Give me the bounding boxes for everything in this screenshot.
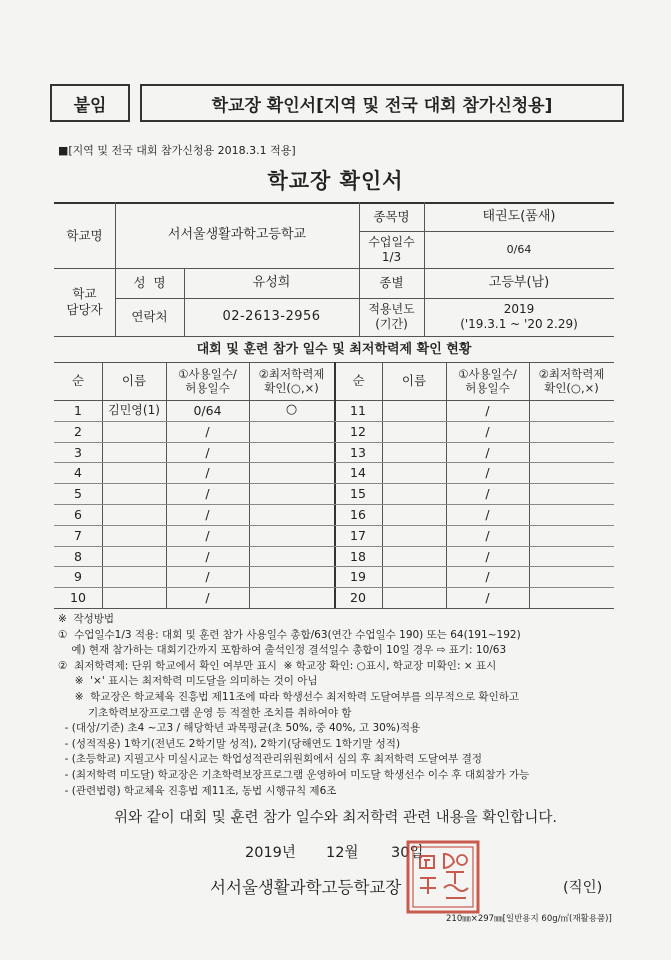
row-name (382, 462, 446, 483)
row-number: 7 (74, 527, 82, 543)
row-number: 1 (74, 402, 82, 418)
row-number: 4 (74, 464, 82, 480)
col-header-no: 순 (352, 373, 365, 389)
date-year: 2019년 (245, 845, 296, 861)
row-check (529, 566, 614, 587)
row-number: 6 (74, 506, 82, 522)
row-name (102, 566, 166, 587)
row-check (249, 504, 334, 525)
form-note: ■[지역 및 전국 대회 참가신청용 2018.3.1 적용] (58, 144, 296, 157)
row-name (382, 525, 446, 546)
row-name (382, 483, 446, 504)
days-label: 수업일수 1/3 (368, 234, 415, 264)
col-header-name: 이름 (401, 373, 427, 389)
row-number: 13 (350, 444, 366, 460)
row-check (529, 462, 614, 483)
row-days: / (205, 548, 210, 564)
row-name (102, 504, 166, 525)
row-name (382, 566, 446, 587)
instruction-line: - (최저학력 미도달) 학교장은 기초학력보장프로그램 운영하여 미도달 학생선수 이수 후 대회참가 가능 (58, 769, 530, 781)
row-check (529, 483, 614, 504)
document-title: 학교장 확인서 (267, 169, 404, 193)
row-days: / (485, 485, 490, 501)
row-days: / (485, 568, 490, 584)
event-label: 종목명 (373, 209, 410, 225)
confirm-statement: 위와 같이 대회 및 훈련 참가 일수와 최저학력 관련 내용을 확인합니다. (114, 810, 557, 826)
row-check (529, 546, 614, 567)
instruction-line: 기초학력보장프로그램 운영 등 적절한 조치를 취하여야 함 (58, 706, 352, 719)
status-title: 대회 및 훈련 참가 일수 및 최저학력제 확인 현황 (196, 341, 472, 357)
row-days: / (205, 568, 210, 584)
year-value: 2019 ('19.3.1 ~ '20 2.29) (460, 302, 578, 331)
row-days: / (485, 402, 490, 418)
row-number: 20 (350, 589, 366, 605)
row-check (249, 546, 334, 567)
category-label: 종별 (379, 275, 404, 291)
row-check (249, 462, 334, 483)
row-name (382, 421, 446, 442)
form-title-box: 학교장 확인서[지역 및 전국 대회 참가신청용] (140, 84, 624, 122)
row-days: / (205, 527, 210, 543)
instruction-line: - (성적적용) 1학기(전년도 2학기말 성적), 2학기(당해연도 1학기말 성적) (58, 737, 401, 750)
col-header-name: 이름 (121, 373, 147, 389)
row-number: 11 (350, 402, 366, 418)
col-header-days: ①사용일수/ 허용일수 (178, 366, 237, 395)
days-value: 0/64 (506, 242, 532, 256)
row-check (529, 421, 614, 442)
row-days: / (485, 527, 490, 543)
row-days: / (485, 423, 490, 439)
col-header-no: 순 (71, 373, 85, 389)
row-days: / (205, 423, 210, 439)
paper-spec: 210㎜×297㎜[일반용지 60g/㎡(재활용품)] (446, 914, 612, 924)
row-check (249, 525, 334, 546)
row-check (249, 483, 334, 504)
instruction-line: 예) 현재 참가하는 대회기간까지 포함하여 출석인정 결석일수 총합이 10일 경우 ⇨ 표기: 10/63 (58, 644, 507, 657)
school-label: 학교명 (66, 227, 103, 243)
principal-name: 서서울생활과학고등학교장 (210, 878, 402, 897)
row-name (382, 546, 446, 567)
school-value: 서서울생활과학고등학교 (167, 227, 307, 243)
row-name: 김민영(1) (108, 402, 160, 417)
row-check (249, 587, 334, 608)
row-name (102, 525, 166, 546)
row-name (102, 483, 166, 504)
category-value: 고등부(남) (488, 274, 550, 290)
row-number: 16 (350, 506, 366, 522)
row-name (382, 442, 446, 463)
row-days: 0/64 (193, 402, 222, 418)
row-name (102, 462, 166, 483)
row-check (529, 504, 614, 525)
row-number: 9 (74, 568, 82, 584)
instruction-line: - (관련법령) 학교체육 진흥법 제11조, 동법 시행규칙 제6조 (58, 784, 337, 797)
row-name (102, 546, 166, 567)
col-header-days: ①사용일수/ 허용일수 (458, 366, 517, 395)
event-value: 태권도(품새) (482, 208, 556, 224)
col-header-check: ②최저학력제 확인(○,×) (538, 366, 605, 395)
row-days: / (485, 548, 490, 564)
row-number: 17 (350, 527, 366, 543)
row-days: / (485, 464, 490, 480)
instruction-line: - (초등학교) 지필고사 미실시교는 학업성적관리위원회에서 심의 후 최저학력 도달여부 결정 (58, 753, 482, 766)
row-name (102, 442, 166, 463)
row-number: 3 (74, 444, 82, 460)
row-check (529, 400, 614, 421)
year-label: 적용년도 (기간) (368, 302, 415, 331)
instruction-line: ② 최저학력제: 단위 학교에서 확인 여부만 표시 ※ 학교장 확인: ○표시, 학교장 미확인: × 표시 (58, 659, 497, 672)
row-days: / (205, 464, 210, 480)
instruction-line: ① 수업일수1/3 적용: 대회 및 훈련 참가 사용일수 총합/63(연간 수업일수 190) 또는 64(191~192) (58, 628, 521, 641)
row-days: / (485, 589, 490, 605)
row-name (382, 400, 446, 421)
row-name (102, 587, 166, 608)
row-number: 2 (74, 423, 82, 439)
row-days: / (485, 444, 490, 460)
name-label: 성 명 (133, 275, 166, 291)
attachment-tag: 붙임 (50, 84, 130, 122)
col-header-check: ②최저학력제 확인(○,×) (258, 366, 325, 395)
row-number: 15 (350, 485, 366, 501)
row-days: / (205, 444, 210, 460)
instruction-line: ※ 학교장은 학교체육 진흥법 제11조에 따라 학생선수 최저학력 도달여부를 의무적으로 확인하고 (58, 691, 519, 703)
row-check (529, 442, 614, 463)
seal-label: (직인) (563, 880, 603, 896)
manager-label: 학교 담당자 (66, 286, 103, 317)
row-check: ○ (285, 402, 298, 418)
contact-label: 연락처 (131, 309, 168, 325)
row-number: 18 (350, 548, 366, 564)
date-month: 12월 (326, 845, 359, 861)
row-number: 8 (74, 548, 82, 564)
instruction-line: ※ '×' 표시는 최저학력 미도달을 의미하는 것이 아님 (58, 675, 318, 688)
row-check (249, 566, 334, 587)
row-days: / (485, 506, 490, 522)
row-number: 12 (350, 423, 366, 439)
row-number: 19 (350, 568, 366, 584)
row-number: 5 (74, 485, 82, 501)
row-check (249, 442, 334, 463)
instruction-line: ※ 작성방법 (58, 613, 115, 625)
row-number: 14 (350, 464, 366, 480)
instruction-line: - (대상/기준) 초4 ~고3 / 해당학년 과목평균(초 50%, 중 40%, 고 30%)적용 (58, 722, 421, 735)
row-name (382, 504, 446, 525)
row-days: / (205, 485, 210, 501)
row-check (529, 525, 614, 546)
row-name (382, 587, 446, 608)
row-days: / (205, 589, 210, 605)
row-name (102, 421, 166, 442)
name-value: 유성희 (252, 274, 291, 290)
row-days: / (205, 506, 210, 522)
row-number: 10 (70, 589, 86, 605)
row-check (249, 421, 334, 442)
official-seal-icon (404, 838, 482, 916)
contact-value: 02-2613-2956 (222, 308, 321, 324)
date-day: 30일 (391, 845, 424, 861)
row-check (529, 587, 614, 608)
